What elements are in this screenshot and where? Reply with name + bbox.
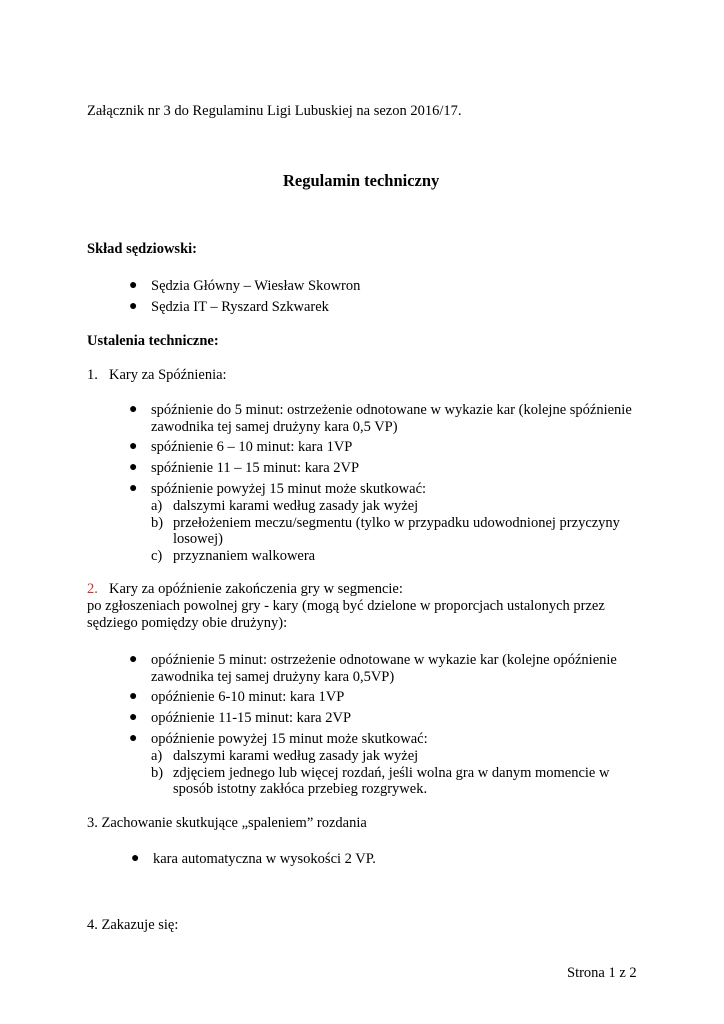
section2-intro: po zgłoszeniach powolnej gry - kary (mogą być dzielone w proporcjach ustalonych przez <box>87 598 605 614</box>
section1-number: 1. <box>87 367 98 383</box>
bullet-icon: ● <box>129 460 138 475</box>
list-item: opóźnienie powyżej 15 minut może skutkować: <box>151 731 428 747</box>
bullet-icon: ● <box>129 689 138 704</box>
sub-item-letter: a) <box>151 748 163 764</box>
page-number: Strona 1 z 2 <box>567 965 637 981</box>
sub-item-text: dalszymi karami według zasady jak wyżej <box>173 748 419 764</box>
bullet-icon: ● <box>129 731 138 746</box>
bullet-icon: ● <box>129 402 138 417</box>
section2-intro: sędziego pomiędzy obie drużyny): <box>87 615 288 631</box>
referees-heading: Skład sędziowski: <box>87 241 197 257</box>
list-item: spóźnienie do 5 minut: ostrzeżenie odnotowane w wykazie kar (kolejne spóźnienie <box>151 402 632 418</box>
sub-item-text: losowej) <box>173 531 223 547</box>
list-item: opóźnienie 6-10 minut: kara 1VP <box>151 689 345 705</box>
document-title: Regulamin techniczny <box>283 171 440 190</box>
bullet-icon: ● <box>129 652 138 667</box>
technical-heading: Ustalenia techniczne: <box>87 333 219 349</box>
section3-heading: 3. Zachowanie skutkujące „spaleniem” rozdania <box>87 815 367 831</box>
referee-item: Sędzia Główny – Wiesław Skowron <box>151 278 361 294</box>
list-item: opóźnienie 5 minut: ostrzeżenie odnotowane w wykazie kar (kolejne opóźnienie <box>151 652 617 668</box>
list-item: spóźnienie powyżej 15 minut może skutkować: <box>151 481 427 497</box>
sub-item-letter: b) <box>151 765 164 781</box>
bullet-icon: ● <box>129 278 138 293</box>
section1-heading: Kary za Spóźnienia: <box>109 367 227 383</box>
sub-item-text: przełożeniem meczu/segmentu (tylko w przypadku udowodnionej przyczyny <box>173 515 620 531</box>
bullet-icon: ● <box>129 299 138 314</box>
sub-item-text: sposób istotny zakłóca przebieg rozgrywek. <box>173 781 428 797</box>
sub-item-text: dalszymi karami według zasady jak wyżej <box>173 498 419 514</box>
referee-item: Sędzia IT – Ryszard Szkwarek <box>151 299 329 315</box>
sub-item-letter: a) <box>151 498 163 514</box>
list-item-continuation: zawodnika tej samej drużyny kara 0,5VP) <box>151 669 395 685</box>
list-item: spóźnienie 6 – 10 minut: kara 1VP <box>151 439 353 455</box>
bullet-icon: ● <box>129 481 138 496</box>
section4-heading: 4. Zakazuje się: <box>87 917 179 933</box>
sub-item-text: przyznaniem walkowera <box>173 548 316 564</box>
bullet-icon: ● <box>131 851 140 866</box>
bullet-icon: ● <box>129 439 138 454</box>
list-item: kara automatyczna w wysokości 2 VP. <box>153 851 376 867</box>
sub-item-text: zdjęciem jednego lub więcej rozdań, jeśli wolna gra w danym momencie w <box>173 765 610 781</box>
section2-heading: Kary za opóźnienie zakończenia gry w segmencie: <box>109 581 403 597</box>
list-item-continuation: zawodnika tej samej drużyny kara 0,5 VP) <box>151 419 398 435</box>
section2-number: 2. <box>87 581 98 597</box>
list-item: opóźnienie 11-15 minut: kara 2VP <box>151 710 352 726</box>
sub-item-letter: b) <box>151 515 164 531</box>
bullet-icon: ● <box>129 710 138 725</box>
sub-item-letter: c) <box>151 548 163 564</box>
attachment-line: Załącznik nr 3 do Regulaminu Ligi Lubuskiej na sezon 2016/17. <box>87 103 462 119</box>
list-item: spóźnienie 11 – 15 minut: kara 2VP <box>151 460 360 476</box>
